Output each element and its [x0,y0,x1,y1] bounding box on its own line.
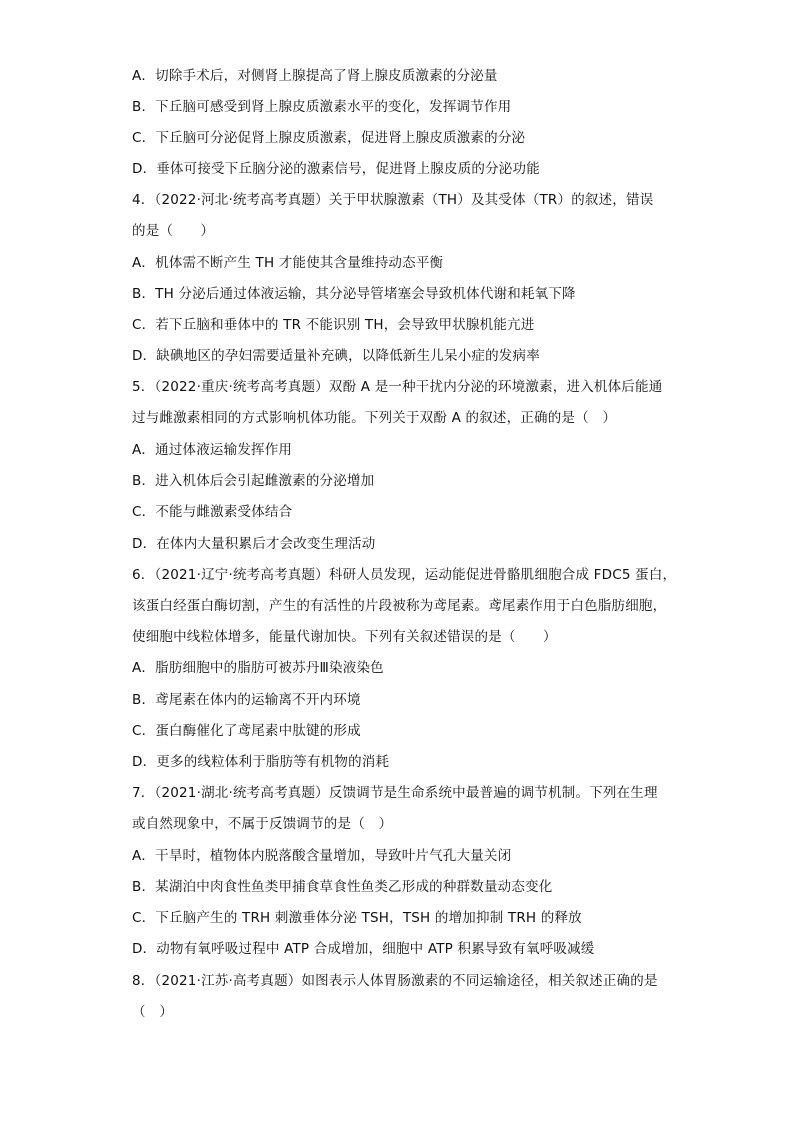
option-4c: C．若下丘脑和垂体中的 TR 不能识别 TH，会导致甲状腺机能亢进 [132,317,535,333]
option-6c: C．蛋白酶催化了鸢尾素中肽键的形成 [132,723,361,739]
option-5d: D．在体内大量积累后才会改变生理活动 [132,536,376,552]
question-7: 7．（2021·湖北·统考高考真题）反馈调节是生命系统中最普遍的调节机制。下列在生理 [132,785,658,801]
option-5c: C．不能与雌激素受体结合 [132,504,293,520]
question-4: 4．（2022·河北·统考高考真题）关于甲状腺激素（TH）及其受体（TR）的叙述，错误 [132,192,654,208]
option-6d: D．更多的线粒体利于脂肪等有机物的消耗 [132,754,390,770]
question-6-cont-2: 使细胞中线粒体增多，能量代谢加快。下列有关叙述错误的是（ ） [132,629,557,645]
option-4a: A．机体需不断产生 TH 才能使其含量维持动态平衡 [132,255,444,271]
option-6a: A．脂肪细胞中的脂肪可被苏丹Ⅲ染液染色 [132,660,384,676]
option-3d: D．垂体可接受下丘脑分泌的激素信号，促进肾上腺皮质的分泌功能 [132,161,540,177]
option-7a: A．干旱时，植物体内脱落酸含量增加，导致叶片气孔大量关闭 [132,848,512,864]
question-5: 5．（2022·重庆·统考高考真题）双酚 A 是一种干扰内分泌的环境激素，进入机体后能通 [132,379,663,395]
option-5b: B．进入机体后会引起雌激素的分泌增加 [132,473,375,489]
option-4b: B．TH 分泌后通过体液运输，其分泌导管堵塞会导致机体代谢和耗氧下降 [132,286,576,302]
question-5-cont: 过与雌激素相同的方式影响机体功能。下列关于双酚 A 的叙述，正确的是（ ） [132,410,617,426]
option-3a: A．切除手术后，对侧肾上腺提高了肾上腺皮质激素的分泌量 [132,68,498,84]
option-4d: D．缺碘地区的孕妇需要适量补充碘，以降低新生儿呆小症的发病率 [132,348,540,364]
question-8: 8．（2021·江苏·高考真题）如图表示人体胃肠激素的不同运输途径，相关叙述正确的是 [132,973,658,989]
option-3c: C．下丘脑可分泌促肾上腺皮质激素，促进肾上腺皮质激素的分泌 [132,130,526,146]
question-6: 6．（2021·辽宁·统考高考真题）科研人员发现，运动能促进骨骼肌细胞合成 FDC5 蛋白， [132,567,677,583]
question-4-cont: 的是（ ） [132,223,215,239]
option-6b: B．鸢尾素在体内的运输离不开内环境 [132,692,361,708]
option-7d: D．动物有氧呼吸过程中 ATP 合成增加，细胞中 ATP 积累导致有氧呼吸减缓 [132,941,595,957]
question-6-cont-1: 该蛋白经蛋白酶切割，产生的有活性的片段被称为鸢尾素。鸢尾素作用于白色脂肪细胞， [132,598,667,614]
option-7b: B．某湖泊中肉食性鱼类甲捕食草食性鱼类乙形成的种群数量动态变化 [132,879,553,895]
option-3b: B．下丘脑可感受到肾上腺皮质激素水平的变化，发挥调节作用 [132,99,512,115]
question-7-cont: 或自然现象中，不属于反馈调节的是（ ） [132,816,393,832]
option-5a: A．通过体液运输发挥作用 [132,442,293,458]
question-8-cont: （ ） [132,1004,174,1020]
option-7c: C．下丘脑产生的 TRH 刺激垂体分泌 TSH，TSH 的增加抑制 TRH 的释放 [132,910,582,926]
